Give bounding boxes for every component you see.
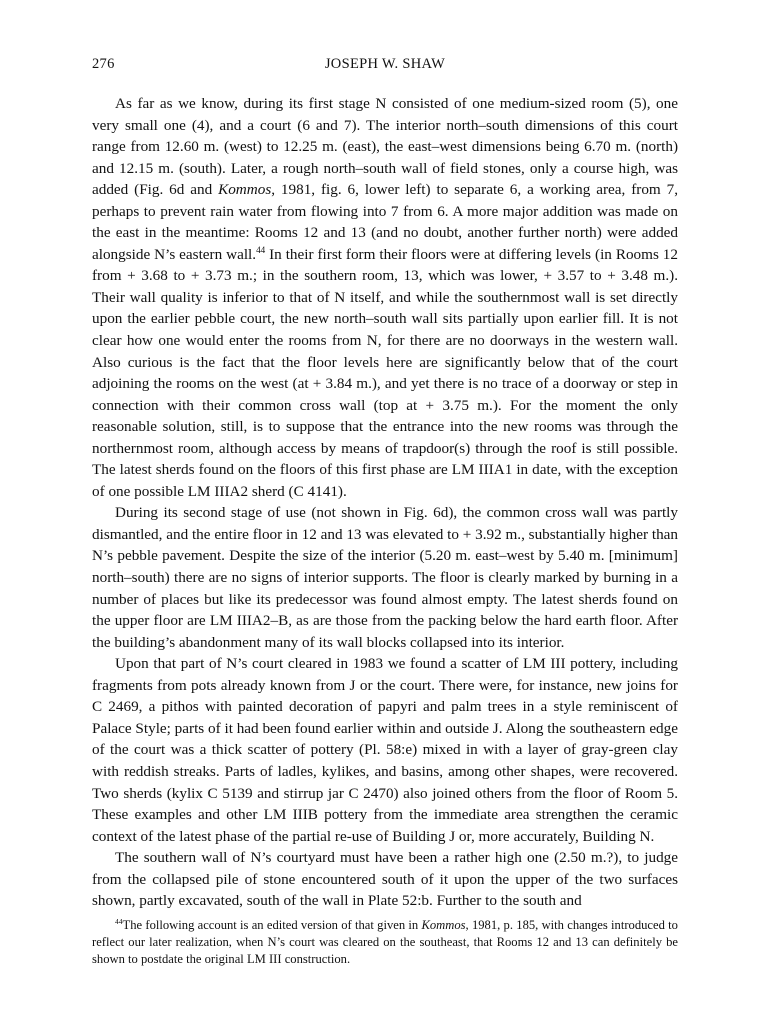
paragraph-3: Upon that part of N’s court cleared in 1983 we found a scatter of LM III pottery, including fragments from pots already known from J or the court. There were, for instance, new joins for C 2469, a pithos with painted decoration of papyri and palm trees in a style reminiscent of Palace Style; parts of it had been found earlier within and outside J. Along the southeastern edge of the court was a thick scatter of pottery (Pl. 58:e) mixed in with a layer of gray-green clay with reddish streaks. Parts of ladles, kylikes, and basins, among other shapes, were recovered. Two sherds (kylix C 5139 and stirrup jar C 2470) also joined others from the floor of Room 5. These examples and other LM IIIB pottery from the immediate area strengthen the ceramic context of the latest phase of the partial re-use of Building J or, more accurately, Building N.: [92, 655, 678, 845]
page-header: [92, 56, 678, 78]
paragraph-4: The southern wall of N’s courtyard must have been a rather high one (2.50 m.?), to judge from the collapsed pile of stone encountered south of it upon the upper of the two surfaces shown, partly excavated, south of the wall in Plate 52:b. Further to the south and: [92, 849, 678, 910]
footnote-44: [92, 917, 678, 968]
footnote-text-a: The following account is an edited version of that given in: [122, 918, 422, 932]
paragraph-1: [92, 93, 678, 502]
paragraph-1-text-b: , 1981, fig. 6, lower left) to separate 6, a working area, from 7, perhaps to prevent rain water from flowing into 7 from 6. A more major addition was made on the east in the meantime: Rooms 12 and 13 (and no doubt, another further north) were added alongside N’s eastern wall.: [92, 181, 679, 263]
paragraph-2: During its second stage of use (not shown in Fig. 6d), the common cross wall was partly dismantled, and the entire floor in 12 and 13 was elevated to + 3.92 m., substantially higher than N’s pebble pavement. Despite the size of the interior (5.20 m. east–west by 5.40 m. [minimum] north–south) there are no signs of interior supports. The floor is clearly marked by burning in a number of places but like its predecessor was found almost empty. The latest sherds found on the upper floor are LM IIIA2–B, as are those from the packing below the hard earth floor. After the building’s abandonment many of its wall blocks collapsed into its interior.: [92, 504, 678, 651]
footnote-text-b: , 1981, p. 185, with changes introduced to reflect our later realization, when N’s court was cleared on the southeast, that Rooms 12 and 13 can definitely be shown to postdate the original LM III construction.: [92, 918, 678, 966]
footnote-number: 44: [115, 916, 123, 926]
kommos-reference: Kommos: [218, 181, 272, 199]
footnotes: [92, 917, 678, 968]
running-head: JOSEPH W. SHAW: [324, 56, 446, 72]
footnote-marker: 44: [256, 244, 266, 255]
body-text: [92, 93, 678, 912]
paragraph-1-text-a: As far as we know, during its first stage N consisted of one medium-sized room (5), one very small one (4), and a court (6 and 7). The interior north–south dimensions of this court range from 12.60 m. (west) to 12.25 m. (east), the east–west dimensions being 6.70 m. (north) and 12.15 m. (south). Later, a rough north–south wall of field stones, only a course high, was added (Fig. 6d and: [92, 95, 678, 199]
footnote-kommos-reference: Kommos: [421, 918, 466, 932]
paragraph-1-text-c: In their first form their floors were at differing levels (in Rooms 12 from + 3.68 to + 3.73 m.; in the southern room, 13, which was lower, + 3.57 to + 3.48 m.). Their wall quality is inferior to that of N itself, and while the southernmost wall is set directly upon the earlier pebble court, the new north–south wall sits partially upon earlier fill. It is not clear how one would enter the rooms from N, for there are no doorways in the western wall. Also curious is the fact that the floor levels here are significantly below that of the court adjoining the rooms on the west (at + 3.84 m.), and yet there is no trace of a doorway or step in connection with their common cross wall (top at + 3.75 m.). For the moment the only reasonable solution, still, is to suppose that the entrance into the new rooms was through the northernmost room, although access by means of trapdoor(s) through the roof is still possible. The latest sherds found on the floors of this first phase are LM IIIA1 in date, with the exception of one possible LM IIIA2 sherd (C 4141).: [92, 245, 678, 500]
page-number: 276: [92, 56, 115, 72]
